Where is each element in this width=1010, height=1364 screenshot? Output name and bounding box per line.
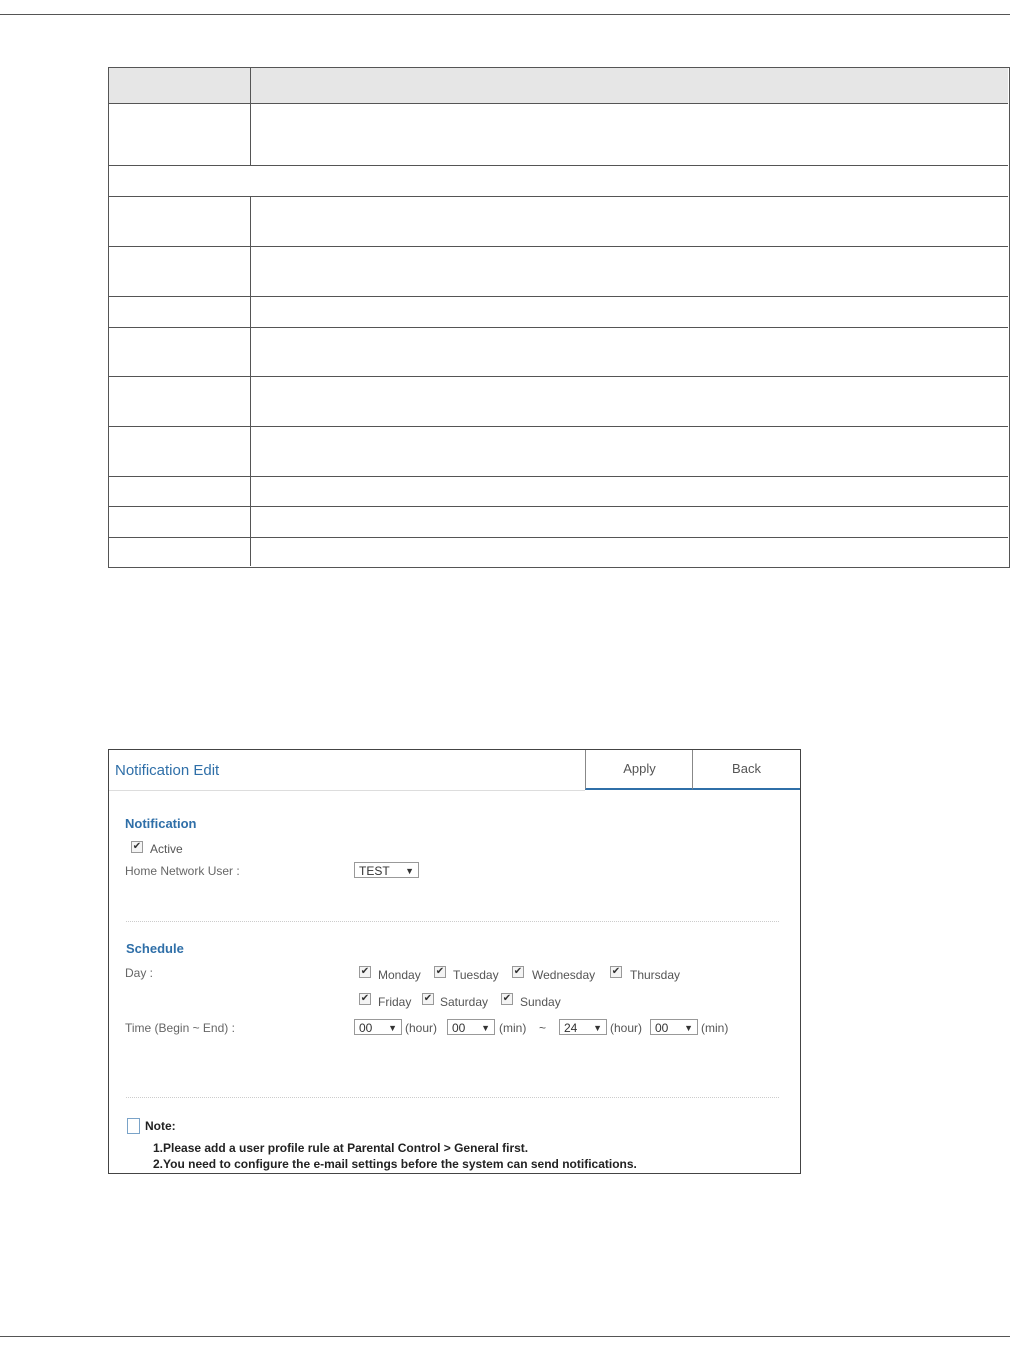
hour-unit: (hour) <box>405 1021 438 1035</box>
back-button[interactable]: Back <box>692 750 800 790</box>
home-user-value: TEST <box>359 864 390 878</box>
time-label: Time (Begin ~ End) : <box>125 1021 235 1035</box>
end-min-select[interactable] <box>650 1019 698 1035</box>
day-label-thursday: Thursday <box>630 968 681 982</box>
day-checkbox-friday[interactable]: ✔ <box>360 993 370 1004</box>
day-checkbox-monday[interactable]: ✔ <box>360 966 370 977</box>
table-row <box>108 327 1008 328</box>
day-label: Day : <box>125 966 154 980</box>
begin-hour-select[interactable] <box>354 1019 402 1035</box>
day-checkbox-saturday[interactable]: ✔ <box>423 993 433 1004</box>
table-row <box>108 537 1008 538</box>
table-row <box>108 103 1008 104</box>
day-checkbox-thursday[interactable]: ✔ <box>611 966 621 977</box>
panel-title: Notification Edit <box>115 762 220 779</box>
chevron-down-icon: ▼ <box>405 866 414 876</box>
table-row <box>108 506 1008 507</box>
day-checkbox-tuesday[interactable]: ✔ <box>435 966 445 977</box>
active-label: Active <box>150 842 183 856</box>
begin-min-select[interactable] <box>447 1019 495 1035</box>
day-checkbox-wednesday[interactable]: ✔ <box>513 966 523 977</box>
end-hour-value: 24 <box>564 1021 578 1035</box>
day-label-tuesday: Tuesday <box>453 968 499 982</box>
divider <box>126 1097 779 1098</box>
divider <box>126 921 779 922</box>
table-row <box>108 476 1008 477</box>
end-hour-select[interactable] <box>559 1019 607 1035</box>
hour-unit: (hour) <box>610 1021 643 1035</box>
note-icon <box>127 1118 140 1134</box>
min-unit: (min) <box>701 1021 729 1035</box>
note-line-1: 1.Please add a user profile rule at Parental Control > General first. <box>153 1141 529 1155</box>
doc-table <box>108 67 1010 567</box>
day-label-monday: Monday <box>378 968 421 982</box>
chevron-down-icon: ▼ <box>388 1023 397 1033</box>
day-label-sunday: Sunday <box>520 995 561 1009</box>
home-user-label: Home Network User : <box>125 864 240 878</box>
table-row <box>108 426 1008 427</box>
day-label-friday: Friday <box>378 995 412 1009</box>
min-unit: (min) <box>499 1021 527 1035</box>
day-label-saturday: Saturday <box>440 995 489 1009</box>
footer-rule <box>0 1336 1010 1337</box>
table-row <box>108 376 1008 377</box>
table-row <box>108 196 1008 197</box>
end-min-value: 00 <box>655 1021 669 1035</box>
note-title: Note: <box>145 1119 176 1133</box>
apply-button[interactable]: Apply <box>585 750 693 790</box>
time-separator: ~ <box>539 1021 547 1035</box>
day-checkbox-sunday[interactable]: ✔ <box>502 993 512 1004</box>
begin-min-value: 00 <box>452 1021 466 1035</box>
table-row <box>108 246 1008 247</box>
begin-hour-value: 00 <box>359 1021 373 1035</box>
notification-section-title: Notification <box>125 816 197 831</box>
notification-edit-panel <box>108 749 801 1174</box>
day-label-wednesday: Wednesday <box>532 968 596 982</box>
chevron-down-icon: ▼ <box>684 1023 693 1033</box>
schedule-section-title: Schedule <box>126 941 184 956</box>
active-checkbox[interactable]: ✔ <box>132 841 142 852</box>
table-row <box>108 165 1008 166</box>
note-line-2: 2.You need to configure the e-mail settings before the system can send notifications. <box>153 1157 637 1171</box>
chevron-down-icon: ▼ <box>593 1023 602 1033</box>
home-user-select[interactable] <box>354 862 419 878</box>
table-row <box>108 296 1008 297</box>
chevron-down-icon: ▼ <box>481 1023 490 1033</box>
header-rule <box>0 14 1010 15</box>
